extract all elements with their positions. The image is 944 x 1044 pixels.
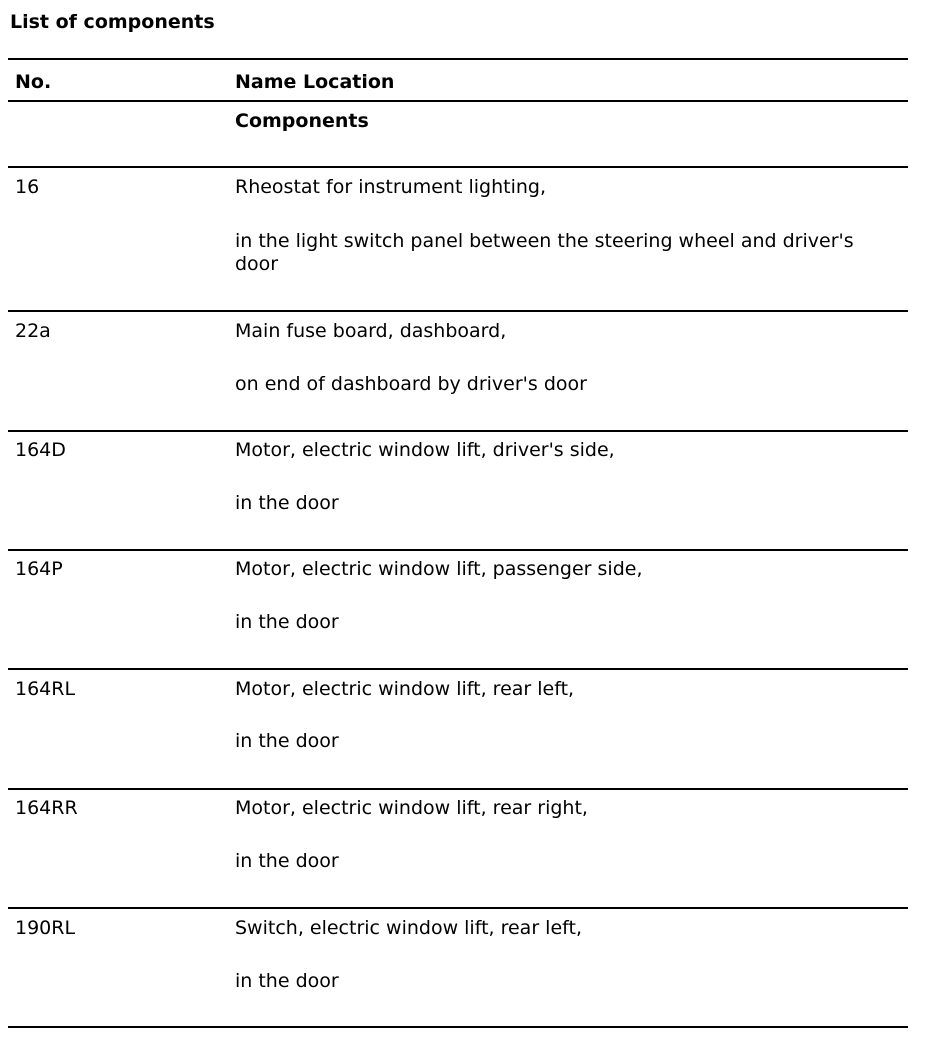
row-number: 22a [15,320,51,342]
component-name: Motor, electric window lift, driver's side, [235,439,615,461]
row-number: 164D [15,439,66,461]
section-rule [8,166,908,168]
row-rule [8,430,908,432]
component-location: in the light switch panel between the steering wheel and driver's door [235,230,854,275]
row-rule [8,788,908,790]
component-location: in the door [235,611,339,633]
header-name-location: Name Location [235,71,395,93]
header-rule [8,100,908,102]
component-name: Switch, electric window lift, rear left, [235,917,582,939]
components-subheader: Components [235,110,369,132]
header-no: No. [15,71,52,93]
page-title: List of components [10,11,215,33]
row-number: 190RL [15,917,76,939]
row-rule [8,668,908,670]
row-number: 164RR [15,797,78,819]
component-location: in the door [235,970,339,992]
component-name: Motor, electric window lift, rear left, [235,678,575,700]
row-rule [8,907,908,909]
component-location: in the door [235,730,339,752]
table-top-rule [8,58,908,60]
row-number: 16 [15,176,40,198]
row-rule [8,310,908,312]
component-location: on end of dashboard by driver's door [235,373,587,395]
component-location: in the door [235,850,339,872]
row-number: 164RL [15,678,76,700]
component-location: in the door [235,492,339,514]
component-name: Motor, electric window lift, passenger side, [235,558,643,580]
row-number: 164P [15,558,63,580]
component-name: Rheostat for instrument lighting, [235,176,546,198]
component-name: Motor, electric window lift, rear right, [235,797,588,819]
component-name: Main fuse board, dashboard, [235,320,507,342]
row-rule [8,549,908,551]
table-bottom-rule [8,1026,908,1028]
